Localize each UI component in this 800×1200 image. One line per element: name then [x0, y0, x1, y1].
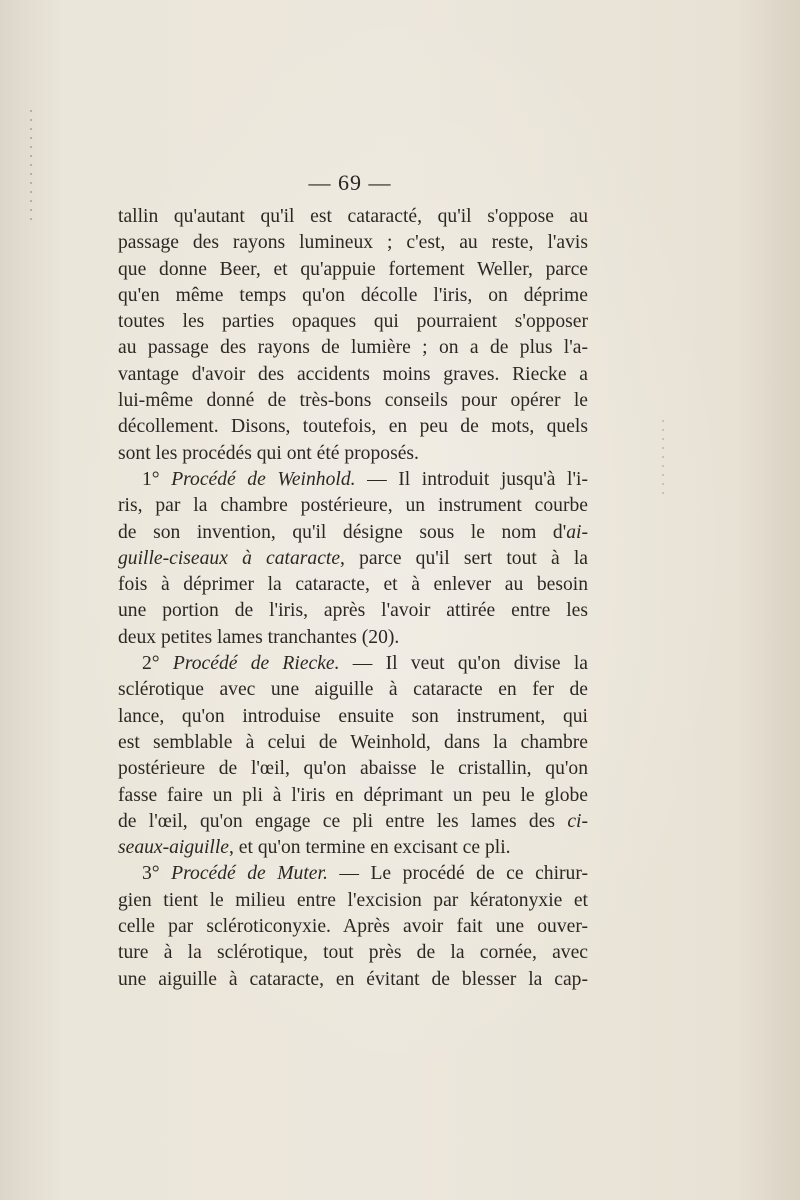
page-number: — 69 —: [308, 170, 392, 195]
text-segment: de l'œil, qu'on engage ce pli entre les lames des: [118, 810, 568, 832]
text-line: [118, 257, 588, 283]
text-segment: qu'en même temps qu'on décolle l'iris, on déprime: [118, 284, 588, 306]
text-segment: 3°: [142, 863, 172, 885]
text-line: [118, 783, 588, 809]
text-line: [118, 598, 588, 624]
italic-text: guille-ciseaux à cataracte: [118, 547, 341, 569]
text-line: [118, 888, 588, 914]
text-line: [118, 704, 588, 730]
text-line: [118, 677, 588, 703]
text-line: [118, 414, 588, 440]
text-segment: sclérotique avec une aiguille à cataracte en fer de: [118, 679, 588, 701]
text-line: [118, 493, 588, 519]
text-segment: — Il veut qu'on divise la: [339, 653, 588, 675]
text-segment: , et qu'on termine en excisant ce pli.: [229, 837, 511, 859]
text-segment: est semblable à celui de Weinhold, dans la chambre: [118, 731, 588, 753]
text-line: [118, 441, 588, 467]
text-line: [118, 914, 588, 940]
margin-marks-left: [30, 110, 32, 220]
italic-text: seaux-aiguille: [118, 837, 229, 859]
text-line: [118, 651, 588, 677]
text-segment: que donne Beer, et qu'appuie fortement Weller, parce: [118, 258, 588, 280]
text-segment: vantage d'avoir des accidents moins graves. Riecke a: [118, 363, 588, 385]
text-line: [118, 572, 588, 598]
text-line: [118, 940, 588, 966]
margin-marks-right: [662, 420, 664, 500]
italic-text: Procédé de Weinhold.: [171, 468, 356, 490]
text-segment: gien tient le milieu entre l'excision par kératonyxie et: [118, 889, 588, 911]
text-segment: — Il introduit jusqu'à l'i-: [355, 468, 588, 490]
text-segment: — Le procédé de ce chirur-: [327, 863, 588, 885]
text-segment: tallin qu'autant qu'il est cataracté, qu'il s'oppose au: [118, 206, 588, 227]
text-line: [118, 835, 588, 861]
text-segment: ris, par la chambre postérieure, un instrument courbe: [118, 495, 588, 517]
italic-text: Procédé de Muter.: [171, 863, 328, 885]
text-line: [118, 967, 588, 993]
text-segment: décollement. Disons, toutefois, en peu de mots, quels: [118, 416, 588, 438]
text-segment: 1°: [142, 468, 172, 490]
text-line: [118, 546, 588, 572]
text-line: [118, 335, 588, 361]
text-line: [118, 204, 588, 230]
text-line: [118, 861, 588, 887]
text-line: [118, 625, 588, 651]
text-segment: ture à la sclérotique, tout près de la cornée, avec: [118, 942, 588, 964]
text-segment: lui-même donné de très-bons conseils pour opérer le: [118, 390, 588, 412]
text-segment: de son invention, qu'il désigne sous le nom d': [118, 521, 567, 543]
body-text: [118, 204, 588, 993]
text-line: [118, 388, 588, 414]
text-line: [118, 309, 588, 335]
text-segment: lance, qu'on introduise ensuite son instrument, qui: [118, 705, 588, 727]
text-segment: au passage des rayons de lumière ; on a de plus l'a-: [118, 337, 588, 359]
text-line: [118, 809, 588, 835]
text-line: [118, 467, 588, 493]
text-line: [118, 756, 588, 782]
text-segment: fasse faire un pli à l'iris en déprimant un peu le globe: [118, 784, 588, 806]
text-line: [118, 362, 588, 388]
text-segment: une portion de l'iris, après l'avoir attirée entre les: [118, 600, 588, 622]
text-segment: toutes les parties opaques qui pourraient s'opposer: [118, 311, 588, 333]
text-segment: 2°: [142, 653, 173, 675]
text-segment: passage des rayons lumineux ; c'est, au reste, l'avis: [118, 232, 588, 254]
text-segment: , parce qu'il sert tout à la: [340, 547, 588, 569]
text-segment: une aiguille à cataracte, en évitant de blesser la cap-: [118, 968, 588, 990]
text-line: [118, 730, 588, 756]
text-segment: deux petites lames tranchantes (20).: [118, 626, 400, 648]
text-segment: postérieure de l'œil, qu'on abaisse le cristallin, qu'on: [118, 758, 588, 780]
text-segment: fois à déprimer la cataracte, et à enlever au besoin: [118, 574, 588, 596]
text-line: [118, 283, 588, 309]
italic-text: ai-: [566, 521, 588, 543]
text-line: [118, 230, 588, 256]
italic-text: Procédé de Riecke.: [172, 653, 340, 675]
italic-text: ci-: [567, 810, 588, 832]
text-segment: celle par scléroticonyxie. Après avoir fait une ouver-: [118, 916, 588, 938]
text-line: [118, 520, 588, 546]
text-segment: sont les procédés qui ont été proposés.: [118, 442, 419, 464]
